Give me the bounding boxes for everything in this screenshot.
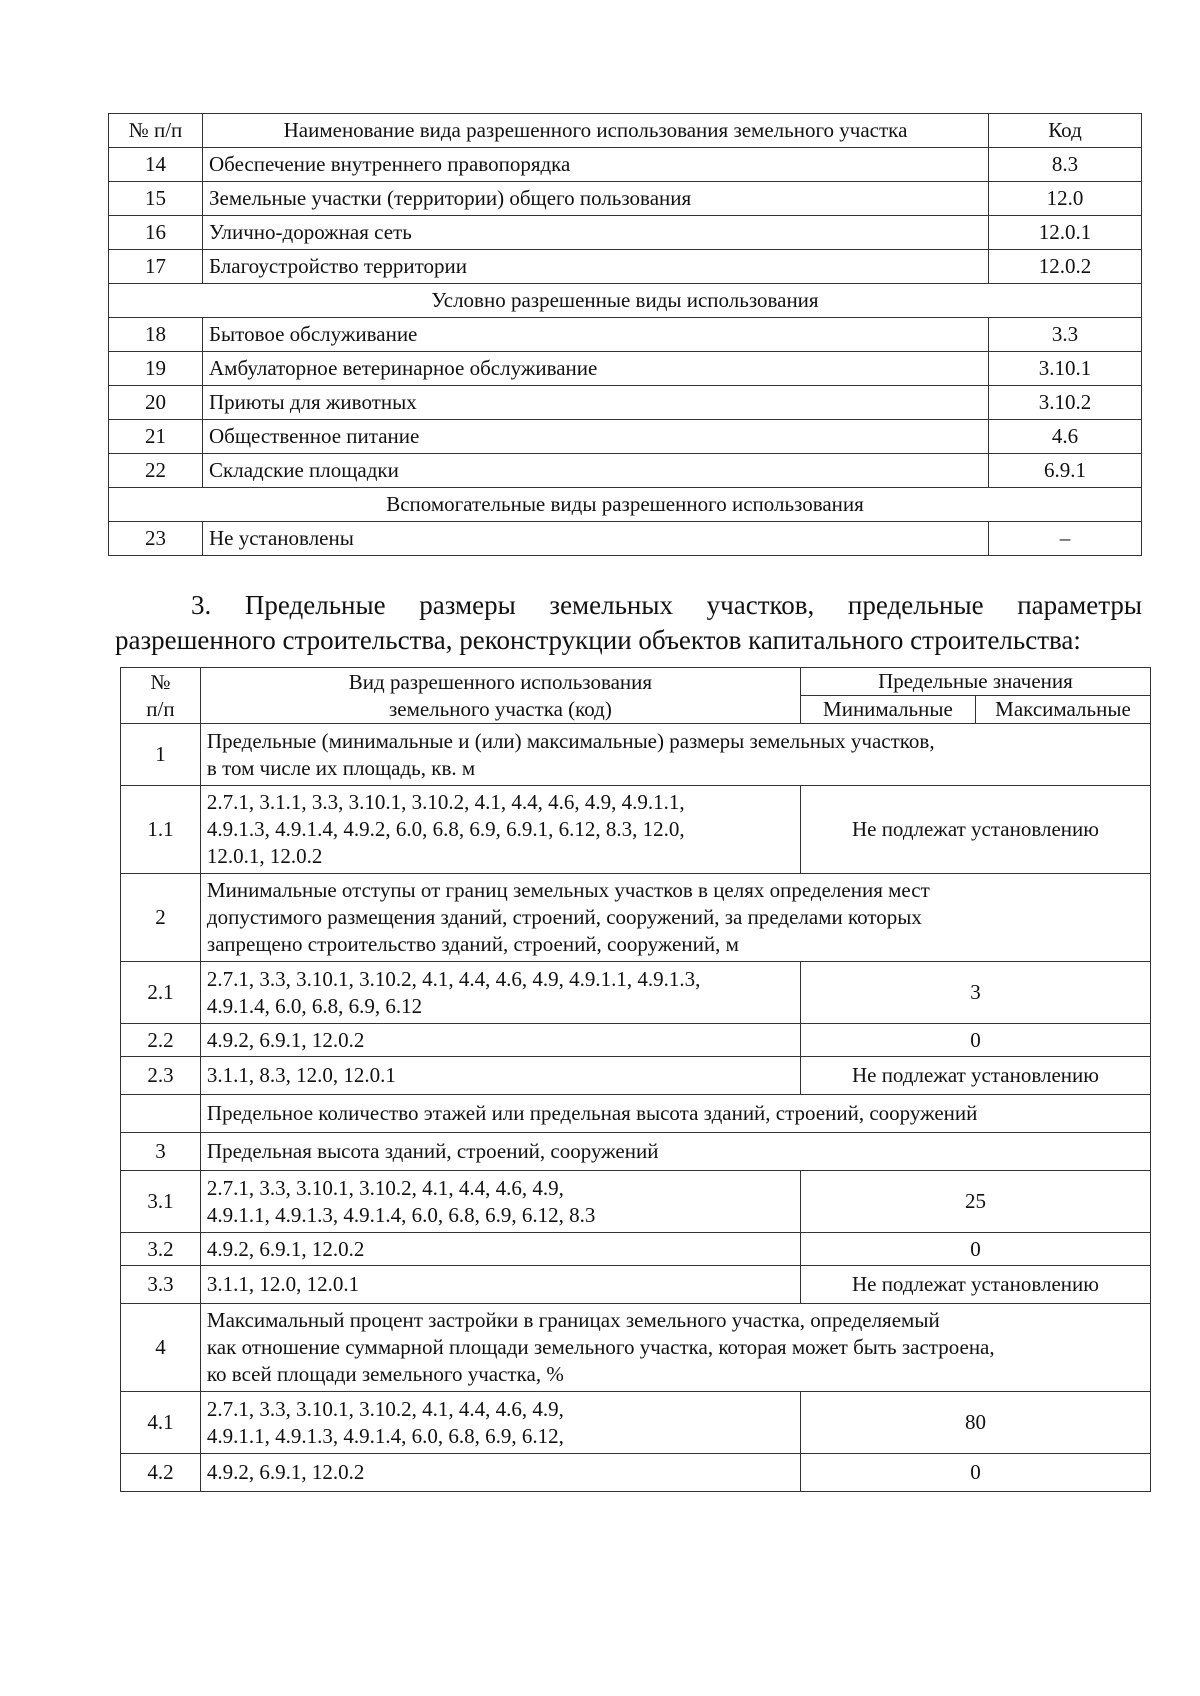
row-num: 4: [121, 1304, 201, 1392]
row-heading: Предельные (минимальные и (или) максимальные) размеры земельных участков, в том числе их площадь, кв. м: [200, 724, 1150, 786]
row-num: 16: [109, 216, 203, 250]
table-row: [121, 1024, 1151, 1057]
row-codes: 2.7.1, 3.3, 3.10.1, 3.10.2, 4.1, 4.4, 4.6, 4.9, 4.9.1.1, 4.9.1.3, 4.9.1.4, 6.0, 6.8, 6.9, 6.12,: [200, 1392, 800, 1454]
row-name: Амбулаторное ветеринарное обслуживание: [203, 352, 989, 386]
header-num: № п/п: [121, 668, 201, 724]
header-limits: Предельные значения: [800, 668, 1150, 696]
row-num: 3.2: [121, 1233, 201, 1266]
table-row: [121, 1392, 1151, 1454]
row-value: 0: [800, 1233, 1150, 1266]
header-num: № п/п: [109, 114, 203, 148]
row-num: 3.3: [121, 1266, 201, 1304]
row-value: Не подлежат установлению: [800, 786, 1150, 874]
table-row: [109, 250, 1142, 284]
table-row: [109, 454, 1142, 488]
row-num: 23: [109, 522, 203, 556]
row-code: 12.0.1: [989, 216, 1142, 250]
row-num: 2.3: [121, 1057, 201, 1095]
row-code: 6.9.1: [989, 454, 1142, 488]
paragraph-text: 3. Предельные размеры земельных участков, предельные параметры разрешенного строительства, реконструкции объектов капитального строительства:: [115, 590, 1142, 655]
limits-table: [120, 667, 1151, 1492]
header-name: Наименование вида разрешенного использования земельного участка: [203, 114, 989, 148]
row-name: Благоустройство территории: [203, 250, 989, 284]
row-codes: 3.1.1, 12.0, 12.0.1: [200, 1266, 800, 1304]
row-value: Не подлежат установлению: [800, 1057, 1150, 1095]
row-value: 3: [800, 962, 1150, 1024]
row-num: 22: [109, 454, 203, 488]
table-row: [109, 182, 1142, 216]
table-row: [121, 1171, 1151, 1233]
table-row: [109, 352, 1142, 386]
row-code: 3.10.2: [989, 386, 1142, 420]
row-heading: Максимальный процент застройки в границах земельного участка, определяемый как отношение суммарной площади земельного участка, которая может быть застроена, ко всей площади земельного участка, %: [200, 1304, 1150, 1392]
row-code: 12.0: [989, 182, 1142, 216]
row-heading: Предельная высота зданий, строений, сооружений: [200, 1133, 1150, 1171]
table-row: [121, 1095, 1151, 1133]
header-code: Код: [989, 114, 1142, 148]
row-codes: 3.1.1, 8.3, 12.0, 12.0.1: [200, 1057, 800, 1095]
row-code: 4.6: [989, 420, 1142, 454]
row-value: Не подлежат установлению: [800, 1266, 1150, 1304]
row-heading: Минимальные отступы от границ земельных участков в целях определения мест допустимого размещения зданий, строений, сооружений, за пределами которых запрещено строительство зданий, строений, сооружений, м: [200, 874, 1150, 962]
row-num: 4.2: [121, 1454, 201, 1492]
row-value: 80: [800, 1392, 1150, 1454]
table-row: [121, 724, 1151, 786]
row-num: 21: [109, 420, 203, 454]
table-row: [121, 786, 1151, 874]
row-num: 18: [109, 318, 203, 352]
row-num: 1.1: [121, 786, 201, 874]
table-row: [121, 874, 1151, 962]
table-row: [121, 1266, 1151, 1304]
row-codes: 4.9.2, 6.9.1, 12.0.2: [200, 1233, 800, 1266]
row-num: 4.1: [121, 1392, 201, 1454]
row-value: 25: [800, 1171, 1150, 1233]
table-row: [109, 216, 1142, 250]
permitted-use-table: [108, 113, 1142, 556]
table-header-row: [109, 114, 1142, 148]
table-row: [121, 1133, 1151, 1171]
row-num: 14: [109, 148, 203, 182]
section-row: [109, 284, 1142, 318]
table-row: [109, 386, 1142, 420]
table-row: [109, 522, 1142, 556]
row-code: –: [989, 522, 1142, 556]
row-codes: 2.7.1, 3.1.1, 3.3, 3.10.1, 3.10.2, 4.1, 4.4, 4.6, 4.9, 4.9.1.1, 4.9.1.3, 4.9.1.4, 4.9.2, 6.0, 6.8, 6.9, 6.9.1, 6.12, 8.3, 12.0, 12.0.1, 12.0.2: [200, 786, 800, 874]
row-num: 2: [121, 874, 201, 962]
row-num: 1: [121, 724, 201, 786]
header-min: Минимальные: [800, 696, 975, 724]
table-row: [121, 1057, 1151, 1095]
row-name: Обеспечение внутреннего правопорядка: [203, 148, 989, 182]
table-row: [121, 962, 1151, 1024]
table-row: [121, 1304, 1151, 1392]
section-3-paragraph: [115, 588, 1142, 658]
row-num: 19: [109, 352, 203, 386]
row-value: 0: [800, 1024, 1150, 1057]
section-conditional: Условно разрешенные виды использования: [109, 284, 1142, 318]
row-num: 15: [109, 182, 203, 216]
table-row: [109, 420, 1142, 454]
row-codes: 2.7.1, 3.3, 3.10.1, 3.10.2, 4.1, 4.4, 4.6, 4.9, 4.9.1.1, 4.9.1.3, 4.9.1.4, 6.0, 6.8, 6.9, 6.12: [200, 962, 800, 1024]
row-num: 2.1: [121, 962, 201, 1024]
row-code: 8.3: [989, 148, 1142, 182]
row-value: 0: [800, 1454, 1150, 1492]
row-code: 3.10.1: [989, 352, 1142, 386]
row-code: 3.3: [989, 318, 1142, 352]
row-codes: 2.7.1, 3.3, 3.10.1, 3.10.2, 4.1, 4.4, 4.6, 4.9, 4.9.1.1, 4.9.1.3, 4.9.1.4, 6.0, 6.8, 6.9, 6.12, 8.3: [200, 1171, 800, 1233]
header-max: Максимальные: [975, 696, 1150, 724]
row-name: Складские площадки: [203, 454, 989, 488]
row-name: Бытовое обслуживание: [203, 318, 989, 352]
row-codes: 4.9.2, 6.9.1, 12.0.2: [200, 1024, 800, 1057]
row-name: Улично-дорожная сеть: [203, 216, 989, 250]
row-codes: 4.9.2, 6.9.1, 12.0.2: [200, 1454, 800, 1492]
row-num: 20: [109, 386, 203, 420]
row-num: [121, 1095, 201, 1133]
row-heading: Предельное количество этажей или предельная высота зданий, строений, сооружений: [200, 1095, 1150, 1133]
table-row: [109, 318, 1142, 352]
table-header-row: [121, 668, 1151, 696]
row-num: 3: [121, 1133, 201, 1171]
section-row: [109, 488, 1142, 522]
header-type: Вид разрешенного использования земельного участка (код): [200, 668, 800, 724]
table-row: [121, 1454, 1151, 1492]
row-code: 12.0.2: [989, 250, 1142, 284]
row-name: Земельные участки (территории) общего пользования: [203, 182, 989, 216]
row-name: Общественное питание: [203, 420, 989, 454]
row-num: 3.1: [121, 1171, 201, 1233]
table-row: [109, 148, 1142, 182]
row-num: 2.2: [121, 1024, 201, 1057]
row-name: Приюты для животных: [203, 386, 989, 420]
row-name: Не установлены: [203, 522, 989, 556]
row-num: 17: [109, 250, 203, 284]
section-auxiliary: Вспомогательные виды разрешенного использования: [109, 488, 1142, 522]
table-row: [121, 1233, 1151, 1266]
